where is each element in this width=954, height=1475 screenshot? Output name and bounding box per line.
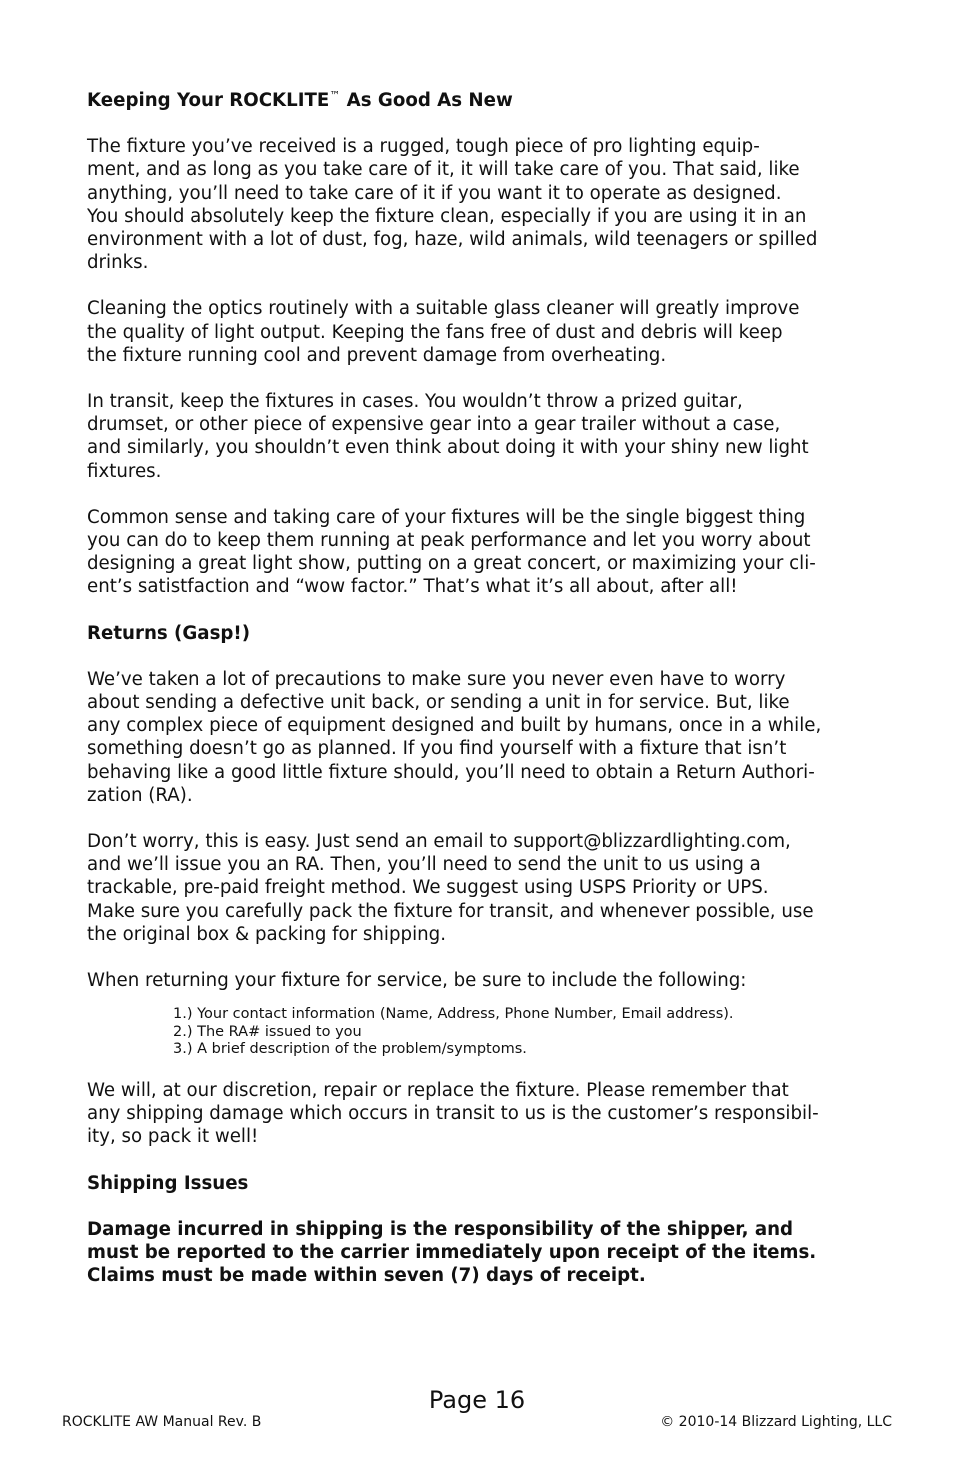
text-line: The fixture you’ve received is a rugged, tough piece of pro lighting equip- (87, 136, 760, 158)
text-line: Make sure you carefully pack the fixture for transit, and whenever possible, use (87, 900, 814, 922)
text-line: We will, at our discretion, repair or replace the fixture. Please remember that (87, 1080, 789, 1102)
text-line: Damage incurred in shipping is the responsibility of the shipper, and (87, 1218, 794, 1240)
page-number: Page 16 (428, 1386, 526, 1414)
text-line: drumset, or other piece of expensive gear into a gear trailer without a case, (87, 414, 781, 436)
text-line: Don’t worry, this is easy. Just send an email to support@blizzardlighting.com, (87, 831, 791, 853)
trademark-symbol: ™ (329, 89, 341, 102)
text-line: Cleaning the optics routinely with a suitable glass cleaner will greatly improve (87, 298, 800, 320)
list-item: 2.) The RA# issued to you (173, 1023, 362, 1040)
text-line: In transit, keep the fixtures in cases. You wouldn’t throw a prized guitar, (87, 391, 743, 413)
heading-text: Returns (Gasp!) (87, 622, 251, 644)
text-line: about sending a defective unit back, or sending a unit in for service. But, like (87, 692, 790, 714)
returns-paragraph-4 (87, 1079, 877, 1149)
text-line: any shipping damage which occurs in transit to us is the customer’s responsibil- (87, 1103, 819, 1125)
text-line: fixtures. (87, 460, 162, 482)
text-line: behaving like a good little fixture should, you’ll need to obtain a Return Authori- (87, 761, 815, 783)
text-line: must be reported to the carrier immediately upon receipt of the items. (87, 1242, 817, 1264)
text-line: and we’ll issue you an RA. Then, you’ll need to send the unit to us using a (87, 854, 761, 876)
list-item: 1.) Your contact information (Name, Address, Phone Number, Email address). (173, 1006, 734, 1023)
text-line: Common sense and taking care of your fixtures will be the single biggest thing (87, 506, 806, 528)
text-line: you can do to keep them running at peak performance and let you worry about (87, 530, 811, 552)
text-line: and similarly, you shouldn’t even think about doing it with your shiny new light (87, 437, 809, 459)
returns-paragraph-1 (87, 668, 877, 807)
text-line: When returning your fixture for service, be sure to include the following: (87, 970, 747, 992)
text-line: anything, you’ll need to take care of it if you want it to operate as designed. (87, 182, 782, 204)
text-line: the fixture running cool and prevent damage from overheating. (87, 344, 667, 366)
returns-paragraph-3 (87, 969, 877, 992)
text-line: You should absolutely keep the fixture clean, especially if you are using it in an (87, 205, 807, 227)
text-line: ment, and as long as you take care of it, it will take care of you. That said, like (87, 159, 800, 181)
manual-page-content (87, 84, 877, 1311)
shipping-paragraph (87, 1218, 877, 1288)
section-heading-care (87, 84, 877, 112)
care-paragraph-4 (87, 506, 877, 599)
text-line: zation (RA). (87, 784, 193, 806)
footer-copyright: © 2010-14 Blizzard Lighting, LLC (660, 1414, 892, 1430)
text-line: environment with a lot of dust, fog, haze, wild animals, wild teenagers or spilled (87, 229, 818, 251)
text-line: trackable, pre-paid freight method. We suggest using USPS Priority or UPS. (87, 877, 769, 899)
heading-text: Shipping Issues (87, 1172, 249, 1194)
care-paragraph-2 (87, 297, 877, 367)
list-item: 3.) A brief description of the problem/symptoms. (173, 1041, 527, 1058)
returns-paragraph-2 (87, 830, 877, 946)
text-line: the quality of light output. Keeping the fans free of dust and debris will keep (87, 321, 783, 343)
text-line: ent’s satistfaction and “wow factor.” That’s what it’s all about, after all! (87, 576, 738, 598)
care-paragraph-1 (87, 135, 877, 274)
text-line: We’ve taken a lot of precautions to make sure you never even have to worry (87, 668, 786, 690)
text-line: drinks. (87, 252, 149, 274)
text-line: ity, so pack it well! (87, 1126, 259, 1148)
footer-manual-revision: ROCKLITE AW Manual Rev. B (62, 1414, 262, 1430)
text-line: something doesn’t go as planned. If you find yourself with a fixture that isn’t (87, 738, 787, 760)
text-line: Claims must be made within seven (7) days of receipt. (87, 1265, 646, 1287)
heading-text-end: As Good As New (340, 90, 513, 111)
section-heading-shipping (87, 1172, 877, 1195)
text-line: the original box & packing for shipping. (87, 923, 446, 945)
care-paragraph-3 (87, 390, 877, 483)
heading-text: Keeping Your ROCKLITE (87, 90, 330, 111)
text-line: designing a great light show, putting on a great concert, or maximizing your cli- (87, 553, 816, 575)
text-line: any complex piece of equipment designed and built by humans, once in a while, (87, 715, 822, 737)
returns-checklist (173, 1006, 877, 1059)
section-heading-returns (87, 622, 877, 645)
